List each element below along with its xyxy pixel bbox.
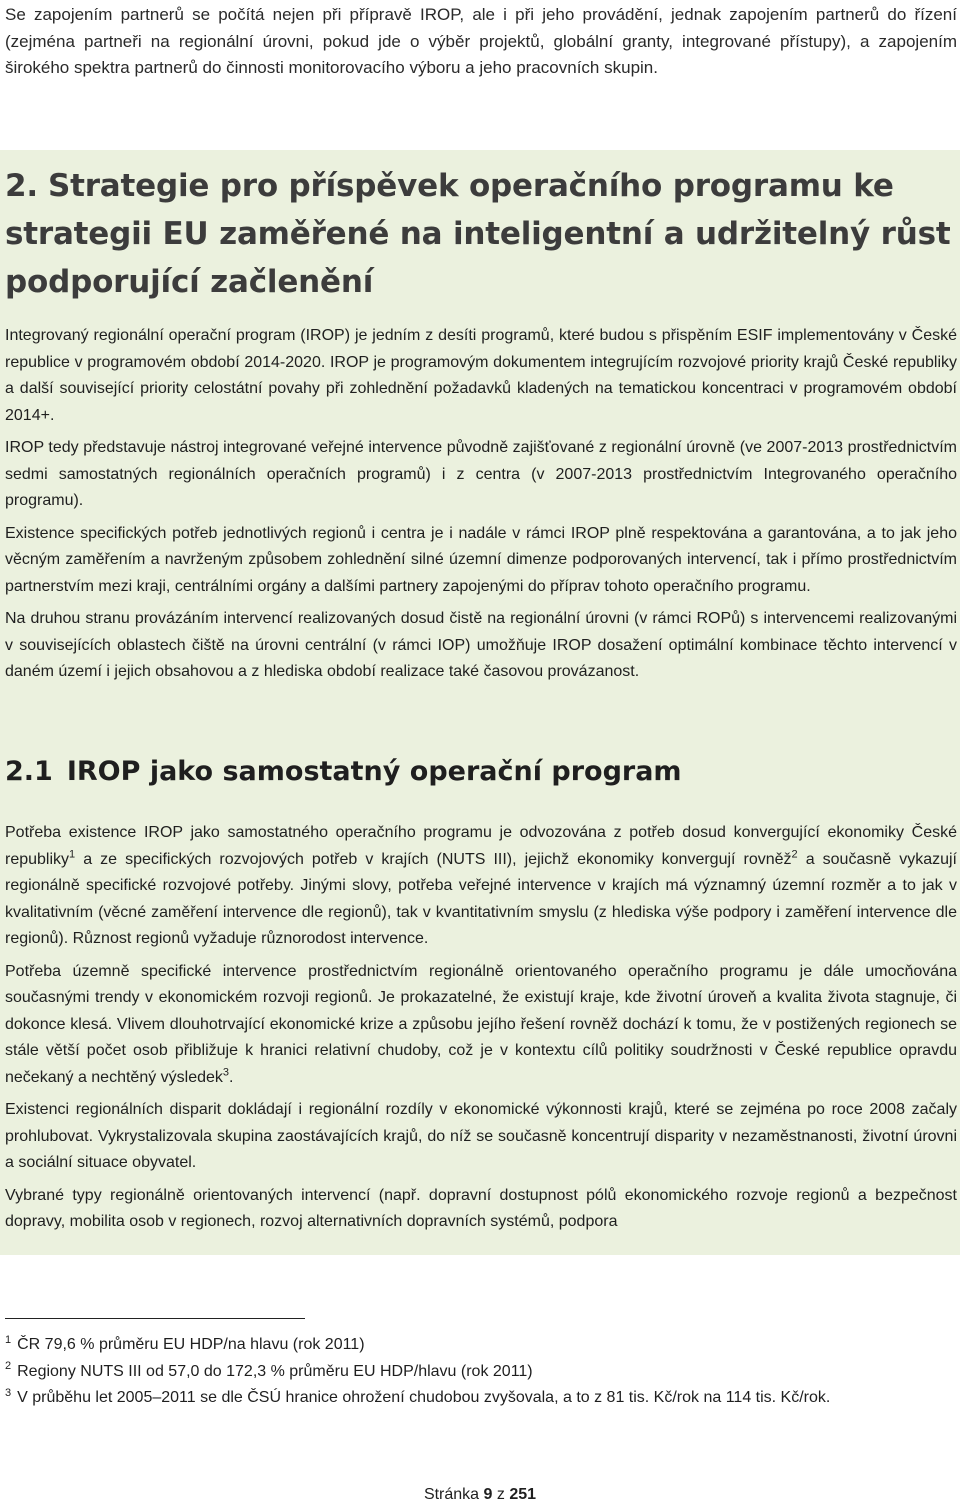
footnote-text: V průběhu let 2005–2011 se dle ČSÚ hranice ohrožení chudobou zvyšovala, a to z 81 tis. Kč/rok na 114 tis. Kč/rok. — [17, 1389, 831, 1406]
section-2-body — [5, 323, 957, 692]
paragraph — [5, 959, 957, 1092]
section-2-1-title: IROP jako samostatný operační program — [66, 756, 682, 787]
footnote-text: ČR 79,6 % průměru EU HDP/na hlavu (rok 2011) — [17, 1336, 365, 1353]
footnote-1 — [5, 1332, 955, 1359]
footnote-2 — [5, 1359, 955, 1386]
paragraph: Na druhou stranu provázáním intervencí realizovaných dosud čistě na regionální úrovni (v rámci ROPů) s intervencemi realizovanými v souvisejících oblastech čiště na úrovni centrální (v rámci IOP) umožňuje IROP dosažení optimální kombinace těchto intervencí v daném území i jejich obsahovou a z hlediska období realizace také časovou provázanost. — [5, 610, 957, 680]
text-run: . — [229, 1068, 234, 1086]
footnote-number: 3 — [5, 1386, 12, 1399]
footnote-text: Regiony NUTS III od 57,0 do 172,3 % průměru EU HDP/hlavu (rok 2011) — [17, 1362, 533, 1380]
footnote-number: 2 — [5, 1360, 12, 1373]
section-2-1-number: 2.1 — [5, 756, 53, 787]
current-page: 9 — [483, 1486, 493, 1503]
text-run: Potřeba existence IROP jako samostatného operačního programu je odvozována z potřeb dosud konvergující ekonomiky České republiky — [5, 824, 957, 868]
text-run: a současně vykazují regionálně specifické rozvojové potřeby. Jinými slovy, potřeba veřejné intervence v krajích má významný územní rozměr a to jak v kvalitativním (věcné zaměření intervence dle regionů), tak v kvantitativním smyslu (z hlediska výše podpory i zaměření intervence dle regionů). Různost regionů vyžaduje různorodost intervence. — [5, 850, 957, 947]
page-number — [0, 1486, 960, 1504]
paragraph — [5, 820, 957, 953]
page-label: Stránka — [423, 1486, 480, 1503]
footnote-number: 1 — [5, 1333, 12, 1346]
footnotes — [5, 1332, 955, 1412]
paragraph: Integrovaný regionální operační program (IROP) je jedním z desíti programů, které budou s přispěním ESIF implementovány v České republice v programovém období 2014-2020. IROP je programovým dokumentem integrujícím rozvojové priority krajů České republiky a další související priority celostátní povahy při zohlednění požadavků kladených na tematickou koncentraci v programovém období 2014+. — [5, 327, 957, 424]
footnote-separator — [5, 1318, 305, 1319]
paragraph: Existence specifických potřeb jednotlivých regionů i centra je i nadále v rámci IROP plně respektována a garantována, a to jak jeho věcným zaměřením a navrženým způsobem zohlednění silné územní dimenze podporovaných intervencí, tak i přímo prostřednictvím partnerstvím mezi kraji, centrálními orgány a dalšími partnery zapojenými do příprav tohoto operačního programu. — [5, 524, 957, 595]
intro-paragraph: Se zapojením partnerů se počítá nejen při přípravě IROP, ale i při jeho provádění, jednak zapojením partnerů do řízení (zejména partneři na regionální úrovni, pokud jde o výběr projektů, globální granty, integrované přístupy), a zapojením širokého spektra partnerů do činnosti monitorovacího výboru a jeho pracovních skupin. — [5, 5, 957, 77]
footnote-3 — [5, 1385, 955, 1412]
text-run: a ze specifických rozvojových potřeb v krajích (NUTS III), jejichž ekonomiky konvergují rovněž — [75, 850, 792, 868]
footnote-ref-2[interactable]: 2 — [791, 848, 798, 861]
text-run: Potřeba územně specifické intervence prostřednictvím regionálně orientovaného operačního programu je dále umocňována současnými trendy v ekonomickém rozvoji regionů. Je prokazatelné, že existují kraje, kde životní úroveň a kvalita života stagnuje, či dokonce klesá. Vlivem dlouhotrvající ekonomické krize a způsobu jejího řešení rovněž dochází k tomu, že v postižených regionech se stále větší počet osob přibližuje k hranici relativní chudoby, což je v kontextu cílů politiky soudržnosti v České republice opravdu nečekaný a nechtěný výsledek — [5, 962, 957, 1086]
section-2-1-heading — [5, 750, 957, 794]
section-2-number: 2. — [5, 168, 38, 204]
page-separator: z — [496, 1486, 505, 1503]
section-2-1-body — [5, 820, 957, 1242]
footnote-ref-1[interactable]: 1 — [69, 848, 76, 861]
section-2-title: Strategie pro příspěvek operačního programu ke strategii EU zaměřené na inteligentní a udržitelný růst podporující začlenění — [5, 168, 951, 300]
paragraph: IROP tedy představuje nástroj integrované veřejné intervence původně zajišťované z regionální úrovně (ve 2007-2013 prostřednictvím sedmi samostatných regionálních operačních programů) i z centra (v 2007-2013 prostřednictvím Integrovaného operačního programu). — [5, 439, 957, 509]
section-2-heading — [5, 162, 957, 306]
paragraph: Vybrané typy regionálně orientovaných intervencí (např. dopravní dostupnost pólů ekonomického rozvoje regionů a bezpečnost dopravy, mobilita osob v regionech, rozvoj alternativních dopravních systémů, podpora — [5, 1186, 957, 1230]
footnote-ref-3[interactable]: 3 — [222, 1066, 230, 1079]
total-pages: 251 — [509, 1486, 537, 1503]
paragraph: Existenci regionálních disparit dokládají i regionální rozdíly v ekonomické výkonnosti krajů, které se zejména po roce 2008 začaly prohlubovat. Vykrystalizovala skupina zaostávajících krajů, do níž se současně koncentrují disparity v nezaměstnanosti, životní úrovni a sociální situace obyvatel. — [5, 1101, 957, 1171]
